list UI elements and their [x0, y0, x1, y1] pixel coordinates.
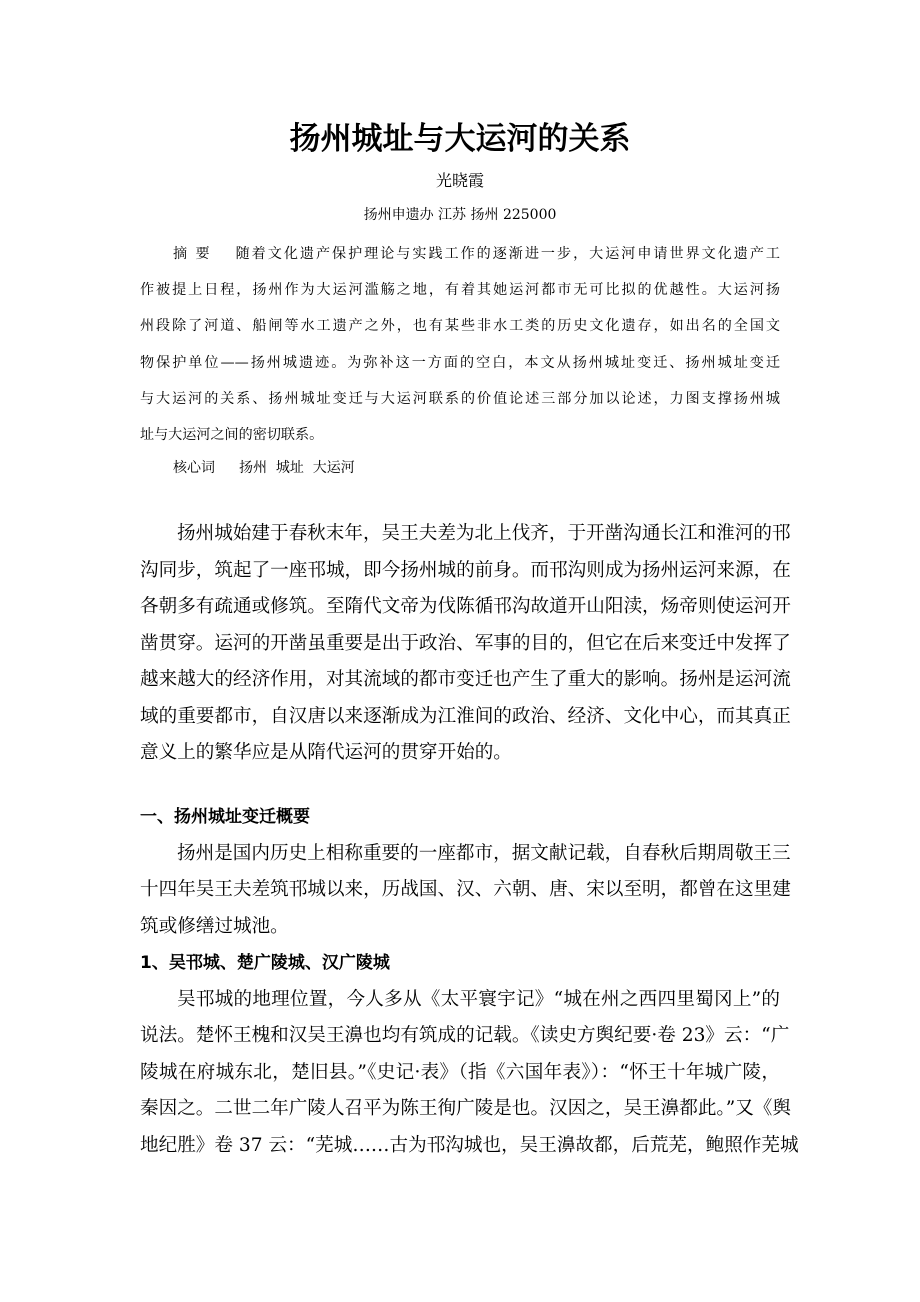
- section-heading: 一、扬州城址变迁概要: [140, 807, 310, 827]
- section-1: [140, 799, 799, 1164]
- abstract-line: 州段除了河道、船闸等水工遗产之外，也有某些非水工类的历史文化遗存，如出名的全国文: [140, 318, 780, 335]
- paragraph-line: 沟同步，筑起了一座邗城，即今扬州城的前身。而邗沟则成为扬州运河来源，在: [140, 559, 791, 581]
- abstract-line: 物保护单位——扬州城遗迹。为弥补这一方面的空白，本文从扬州城址变迁、扬州城址变迁: [140, 354, 780, 371]
- abstract-label: 摘 要: [173, 246, 212, 262]
- keywords: [173, 457, 355, 477]
- paragraph-line: 吴邗城的地理位置，今人多从《太平寰宇记》“城在州之西四里蜀冈上”的: [177, 988, 780, 1010]
- intro-paragraph: [140, 516, 791, 772]
- subsection-heading: 1、吴邗城、楚广陵城、汉广陵城: [140, 953, 390, 973]
- abstract: [140, 236, 780, 453]
- keywords-label: 核心词: [173, 460, 215, 476]
- paragraph-line: 说法。楚怀王槐和汉吴王濞也均有筑成的记载。《读史方舆纪要·卷 23》云：“广: [140, 1025, 790, 1046]
- abstract-line: 与大运河的关系、扬州城址变迁与大运河联系的价值论述三部分加以论述，力图支撑扬州城: [140, 390, 780, 407]
- abstract-line: 作被提上日程，扬州作为大运河滥觞之地，有着其她运河都市无可比拟的优越性。大运河扬: [140, 282, 780, 299]
- author: 光晓霞: [435, 171, 484, 190]
- paragraph-line: 十四年吴王夫差筑邗城以来，历战国、汉、六朝、唐、宋以至明，都曾在这里建: [140, 879, 791, 900]
- affiliation: 扬州申遗办 江苏 扬州 225000: [363, 207, 557, 223]
- paragraph-line: 地纪胜》卷 37 云：“芜城……古为邗沟城也，吴王濞故都，后荒芜，鲍照作芜城: [140, 1134, 799, 1156]
- paragraph-line: 筑或修缮过城池。: [140, 915, 289, 937]
- paragraph-line: 扬州是国内历史上相称重要的一座都市，据文献记载，自春秋后期周敬王三: [177, 842, 791, 864]
- paragraph-line: 扬州城始建于春秋末年，吴王夫差为北上伐齐，于开凿沟通长江和淮河的邗: [177, 523, 791, 544]
- keywords-value: 扬州 城址 大运河: [239, 460, 355, 476]
- abstract-line: 址与大运河之间的密切联系。: [140, 426, 324, 443]
- paragraph-line: 意义上的繁华应是从隋代运河的贯穿开始的。: [140, 742, 512, 763]
- paragraph-line: 秦因之。二世二年广陵人召平为陈王徇广陵是也。汉因之，吴王濞都此。”又《舆: [140, 1098, 791, 1119]
- paragraph-line: 域的重要都市，自汉唐以来逐渐成为江淮间的政治、经济、文化中心，而其真正: [140, 705, 791, 727]
- document-title: 扬州城址与大运河的关系: [289, 121, 631, 157]
- paragraph-line: 陵城在府城东北，楚旧县。”《史记·表》（指《六国年表》）：“怀王十年城广陵，: [140, 1061, 780, 1083]
- abstract-line: 摘 要 随着文化遗产保护理论与实践工作的逐渐进一步，大运河申请世界文化遗产工: [173, 246, 781, 262]
- paragraph-line: 越来越大的经济作用，对其流域的都市变迁也产生了重大的影响。扬州是运河流: [140, 669, 791, 690]
- paragraph-line: 各朝多有疏通或修筑。至隋代文帝为伐陈循邗沟故道开山阳渎，炀帝则使运河开: [140, 596, 791, 617]
- paragraph-line: 凿贯穿。运河的开凿虽重要是出于政治、军事的目的，但它在后来变迁中发挥了: [140, 632, 791, 654]
